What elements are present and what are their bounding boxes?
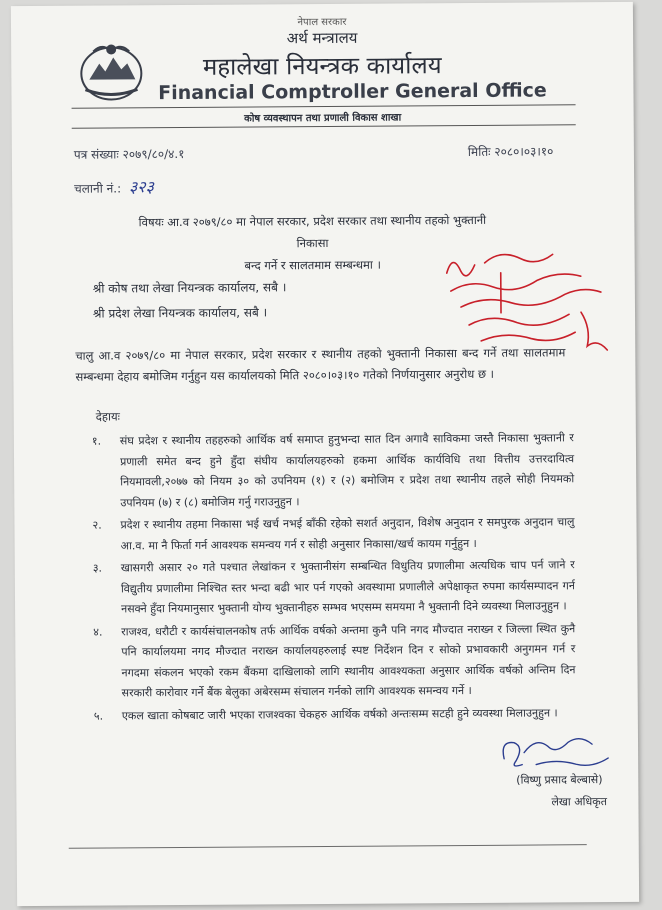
subject-line-1: विषयः आ.व २०७९/८० मा नेपाल सरकार, प्रदेश सरकार तथा स्थानीय तहको भुक्तानी निकासा [138,212,487,251]
point-text: संघ प्रदेश र स्थानीय तहहरुको आर्थिक वर्ष समाप्त हुनुभन्दा सात दिन अगावै साविकमा जस्तै निकासा भुक्तानी र प्रणाली समेत बन्द हुने हुँदा संघीय कार्यालयहरुको हकमा आर्थिक कार्यविधि तथा वित्तीय उत्तरदायित्व नियमावली,२०७७ को नियम ३० को उपनियम (१) र (२) बमोजिम र प्रदेश तथा स्थानीय तहले सोही नियमको उपनियम (७) र (८) बमोजिम गर्नु गराउनुहुन । [119,431,575,509]
signatory-title: लेखा अधिकृत [551,795,608,809]
list-item [92,428,575,513]
subject [132,209,492,278]
dispatch-label: चलानी नं.: [74,181,122,196]
dispatch-value: ३२३ [128,177,154,197]
letter-date: मितिः २०८०।०३।१० [467,144,554,159]
section-name: कोष व्यवस्थापन तथा प्रणाली विकास शाखा [244,112,402,125]
dehay-label: देहायः [95,409,120,424]
addressee-1: श्री कोष तथा लेखा नियन्त्रक कार्यालय, सबै । [92,280,287,296]
dispatch-number-label [74,175,154,198]
points-list [92,428,576,728]
letter-page [11,2,639,906]
footer-divider [69,844,587,849]
point-number: ३. [92,561,103,575]
ministry-name: अर्थ मन्त्रालय [286,28,358,48]
list-item [92,512,574,556]
addressee-2: श्री प्रदेश लेखा नियन्त्रक कार्यालय, सबै । [92,305,268,321]
point-text: प्रदेश र स्थानीय तहमा निकासा भई खर्च नभई बाँकी रहेको सशर्त अनुदान, विशेष अनुदान र समपुरक अनुदान चालु आ.व. मा नै फिर्ता गर्न आवश्यक समन्वय गर्न र सोही अनुसार निकासा/खर्च कायम गर्नुहुन । [120,515,575,552]
point-number: ४. [93,625,103,639]
handwritten-signature-icon [496,728,616,777]
signatory-name: (विष्णु प्रसाद बेल्बासे) [516,773,603,787]
list-item [94,703,576,727]
government-name: नेपाल सरकार [297,16,347,29]
subject-line-2: बन्द गर्ने र सालतमाम सम्बन्धमा । [244,257,381,273]
body-paragraph: चालु आ.व २०७९/८० मा नेपाल सरकार, प्रदेश सरकार र स्थानीय तहको भुक्तानी निकासा बन्द गर्ने तथा सालतमाम सम्बन्धमा देहाय बमोजिम गर्नुहुन यस कार्यालयको मिति २०८०।०३।१० गतेको निर्णयानुसार अनुरोध छ । [75,345,566,384]
point-number: ५. [93,709,104,723]
point-text: एकल खाता कोषबाट जारी भएका राजश्वका चेकहरु आर्थिक वर्षको अन्तःसम्म सटही हुने व्यवस्था मिलाउनुहुन । [121,705,558,722]
point-number: १. [91,434,102,448]
office-name-english: Financial Comptroller General Office [158,79,547,105]
point-text: खासगरी असार २० गते पश्चात लेखांकन र भुक्तानीसंग सम्बन्धित विधुतिय प्रणालीमा अत्यधिक चाप पर्न जाने र विद्युतीय प्रणालीमा निश्चित स्तर भन्दा बढी भार पर्न गएको अवस्थामा प्रणालीले अपेक्षाकृत रुपमा कार्यसम्पादन गर्न नसक्ने हुँदा नियमानुसार भुक्तानी योग्य भुक्तानीहरु सम्भव भएसम्म समयमा नै भुक्तानी दिने व्यवस्था मिलाउनुहुन । [120,558,575,616]
reference-number: पत्र संख्याः २०७९/८०/४.१ [73,146,185,162]
point-number: २. [92,518,102,532]
point-text: राजश्व, धरौटी र कार्यसंचालनकोष तर्फ आर्थिक वर्षको अन्तमा कुनै पनि नगद मौज्दात नराख्न र जिल्ला स्थित कुनै पनि कार्यालयमा नगद मौज्दात नराख्न कार्यालयहरुलाई स्पष्ट निर्देशन दिन र सोको प्रभावकारी अनुगमन गर्न र नगदमा संकलन भएको रकम बैंकमा दाखिलाको लागि स्थानीय आवश्यकता अनुसार आर्थिक वर्षको अन्तिम दिन सरकारी कारोवार गर्ने बैंक बेलुका अबेरसम्म संचालन गर्नको लागि आवश्यक समन्वय गर्ने । [121,621,576,700]
list-item [93,619,576,704]
office-name-nepali: महालेखा नियन्त्रक कार्यालय [202,51,442,81]
list-item [93,555,575,620]
